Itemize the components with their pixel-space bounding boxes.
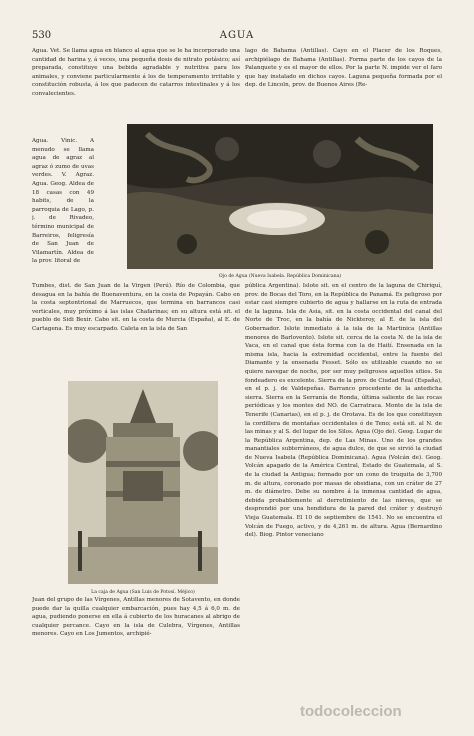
column-text-narrow [32, 137, 94, 282]
entry-agua-geog-virgenes: Juan del grupo de las Vírgenes, Antillas menores de Sotavento, en donde puede dar la quilla cualquier embarcación, pues hay 4,5 á 6,0 m. de agua, pudiendo ponerse en ella á cubierto de los huracanes al abrigo de cualquier percance. Cayo en la isla de Culebra, Vírgenes, Antillas menores. Cayo en Los Jumentos, archipié- [32, 597, 240, 638]
column-text-d [245, 282, 442, 687]
column-text-b [245, 47, 442, 119]
entry-agua-geog-peru: Tumbes, dist. de San Juan de la Virgen (Perú). Río de Colombia, que desagua en la bahía de Buenaventura, en la costa de Popayán. Cabo en la costa septentrional de Marruecos, que termina en barrancos casi verticales, muy próximo á las islas Chafarinas; en su altura está sit. el pueblo de Sidi Bexir. Cabo sit. en la costa de Murcia (España), al E. de Cartagena. Es muy escarpado. Caleta en la isla de San [32, 283, 240, 332]
entry-agua-geog-argentina: pública Argentina). Islote sit. en el centro de la laguna de Chiriquí, prov. de Bocas del Toro, en la República de Panamá. Es peligroso por estar casi siempre cubierto de agua y hallarse en la ruta de entrada de la laguna. Isla de Asia, sit. en la costa occidental del canal del Norte de Troc, en la bahía de Nickteroy, al E. de la isla del Gobernador. Islote inmediato á la isla de la Martinica (Antillas menores de Barlovento). Islote sit. cerca de la costa N. de la isla de Vaca, en el canal que ésta forma con la de Haití. Ensenada en la misma isla, hacia la extremidad occidental, entre la fuente del Diamante y la ensenada Fesset. Sólo es utilizable cuando no se quiere navegar de noche, por ser muy peligrosos aquellos sitios. Su fondeadero es excelente. Sierra de la prov. de Ciudad Real (España), en el p. j. de Valdepeñas. Barranco procedente de la antedicha sierra. Sierra en la Serranía de Ronda, última saliente de las rocas periódicas y los montes del NO. de Carratraca. Monte de la isla de Tenerife (Canarias), en el p. j. de Orotava. Es de los que constituyen la cordillera de montañas occidentales ó de Teno; está sit. al N. de las minas y al S. del lugar de los Silos. Agua (Ojo de). Geog. Lugar de la República Argentina, dep. de Las Minas. Uno de los grandes manantiales subterráneos, de agua dulce, de que se sirvió la ciudad de Nueva Isabela (República Dominicana). Agua (Volcán de). Geog. Volcán apagado de la América Central, Estado de Guatemala, al S. de la ciudad la Antigua; formado por un cono de truquita de 3,700 m. de altura, coronado por masas de obsidiana, con un cráter de 27 m. de diámetro. Debe su nombre á la inmensa cantidad de agua, debida probablemente al derretimiento de las nieves, que se desprendió por una hendidura de la pared del cráter y destruyó Vieja Guatemala. El 10 de septiembre de 1541. No se encuentra el Volcán de Fuego, activo, y de 4,261 m. de altura. Agua (Bernardino del). Biog. Pintor veneciano [245, 283, 442, 539]
photo-caja-de-agua [68, 381, 218, 584]
watermark: todocoleccion [300, 703, 402, 720]
column-text-e [32, 596, 240, 686]
photo-ojo-de-agua [127, 124, 433, 269]
photo-caja-de-agua-image [68, 381, 218, 584]
running-title: AGUA [219, 30, 255, 41]
photo-ojo-de-agua-image [127, 124, 433, 269]
caption-photo-2: La caja de Agua (San Luis de Potosí. Méjico) [91, 590, 195, 595]
caption-photo-1: Ojo de Agua (Nueva Isabela. República Dominicana) [218, 274, 342, 279]
column-text-c [32, 282, 240, 372]
entry-agua-vinic-geog: Agua. Vinic. A menudo se llama agua de agraz al agraz ó zumo de uvas verdes. V. Agraz. Agua. Geog. Aldea de 18 casas con 49 habits, de la parroquia de Lago, p. j. de Rivadeo, término municipal de Barreiros, feligresía de San Juan de Vilamartín. Aldea de la prov. litoral de [32, 138, 94, 265]
entry-agua-vet: Agua. Vet. Se llama agua en blanco al agua que se le ha incorporado una cantidad de harina y, á veces, una pequeña dosis de nitrato potásico; así preparada, constituye una bebida agradable y nutritiva para los animales, y conviene particularmente á los de temperamento irritable y constitución robusta, á los que padecen de catarros intestinales y á los convalecientes. [32, 48, 240, 97]
page-number: 530 [32, 30, 52, 41]
page-header [32, 30, 442, 44]
entry-agua-geog-continued: lago de Bahama (Antillas). Cayo en el Placer de los Roques, archipiélago de Bahama (Antillas). Forma parte de los cayos de la Palanquete y es el mayor de ellos. Por la parte N. impide ver el faro que hay instalado en dichos cayos. Laguna pequeña formada por el dep. de Lincoln, prov. de Buenos Aires (Re- [245, 48, 442, 89]
